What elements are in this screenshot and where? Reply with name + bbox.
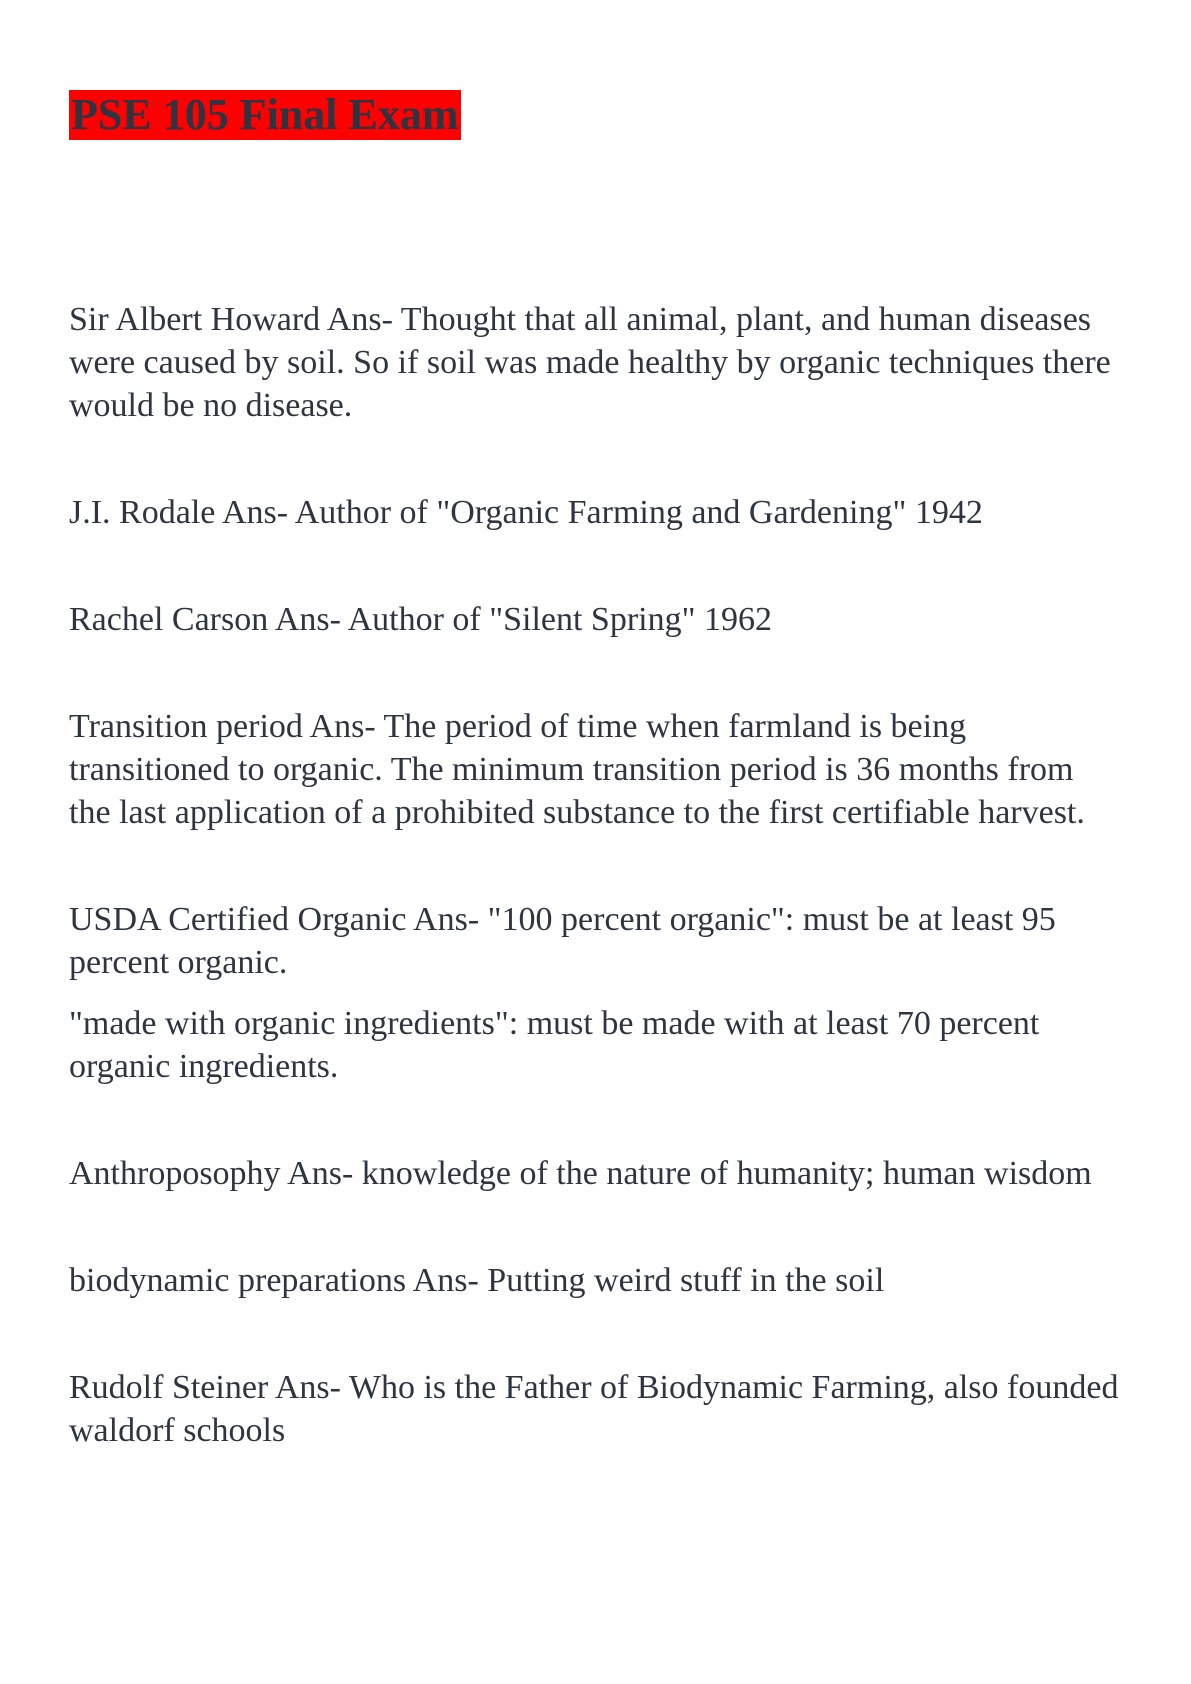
entry-usda-certified-organic: USDA Certified Organic Ans- "100 percent organic": must be at least 95 percent organic. xyxy=(69,901,1056,981)
entry-made-with-organic: "made with organic ingredients": must be made with at least 70 percent organic ingredients. xyxy=(69,1005,1040,1085)
entry-biodynamic-preparations: biodynamic preparations Ans- Putting weird stuff in the soil xyxy=(69,1262,885,1299)
entry-rudolf-steiner: Rudolf Steiner Ans- Who is the Father of Biodynamic Farming, also founded waldorf schools xyxy=(69,1369,1119,1449)
entry-sir-albert-howard: Sir Albert Howard Ans- Thought that all animal, plant, and human diseases were caused by soil. So if soil was made healthy by organic techniques there would be no disease. xyxy=(69,301,1111,424)
entry-ji-rodale: J.I. Rodale Ans- Author of "Organic Farming and Gardening" 1942 xyxy=(69,494,983,531)
document-header xyxy=(69,90,1119,140)
flashcard-list xyxy=(69,298,1119,1452)
entry-rachel-carson: Rachel Carson Ans- Author of "Silent Spring" 1962 xyxy=(69,601,772,638)
entry-transition-period: Transition period Ans- The period of time when farmland is being transitioned to organic. The minimum transition period is 36 months from the last application of a prohibited substance to the first certifiable harvest. xyxy=(69,708,1085,831)
entry-anthroposophy: Anthroposophy Ans- knowledge of the nature of humanity; human wisdom xyxy=(69,1155,1092,1192)
document-title: PSE 105 Final Exam xyxy=(71,90,459,139)
